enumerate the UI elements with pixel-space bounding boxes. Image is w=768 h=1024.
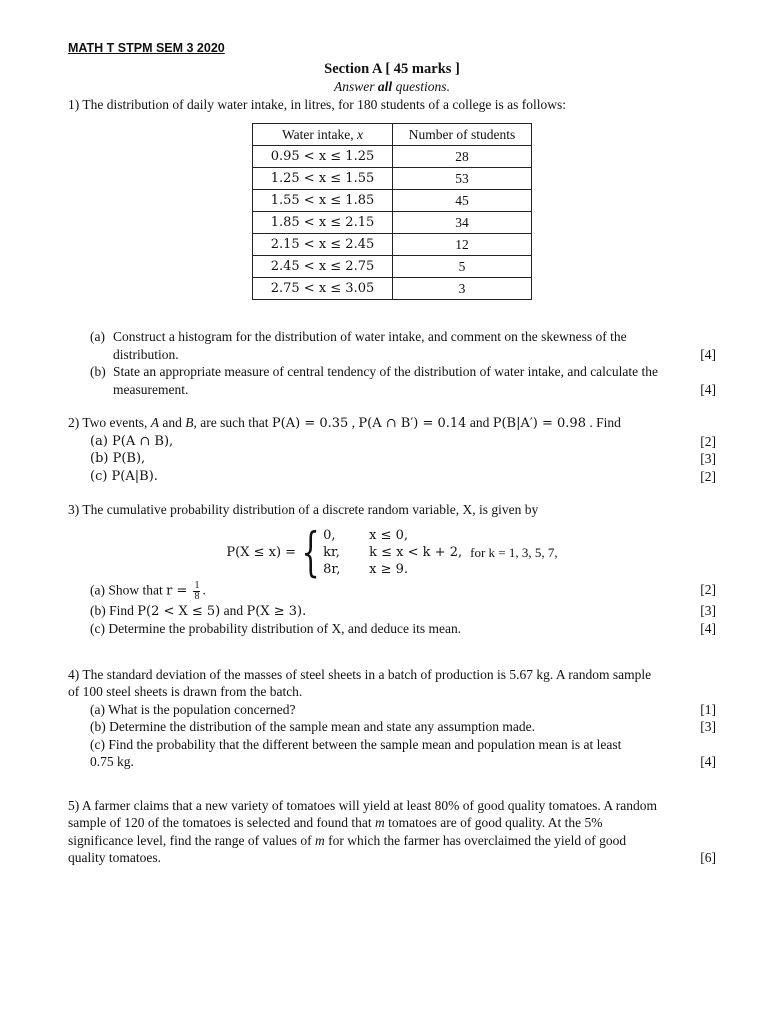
q2-part-b: (b) P(B), [3] xyxy=(90,451,716,466)
water-intake-range-cell: 2.75 < x ≤ 3.05 xyxy=(253,278,393,300)
q1a-marks: [4] xyxy=(700,346,716,362)
exam-page xyxy=(68,40,716,867)
student-count-cell: 53 xyxy=(393,168,532,190)
table-row xyxy=(253,190,532,212)
q3-part-a: (a) Show that r = $\frac{1}{8}$ . [2] xyxy=(90,579,716,602)
cdf-cases xyxy=(323,527,557,578)
table-row xyxy=(253,212,532,234)
student-count-cell: 45 xyxy=(393,190,532,212)
q3-part-c: (c) Determine the probability distribution of X, and deduce its mean. [4] xyxy=(90,621,716,636)
q4-part-b: (b) Determine the distribution of the sample mean and state any assumption made. [3] xyxy=(90,719,716,734)
left-brace: { xyxy=(301,522,320,583)
q3-part-b: (b) Find P(2 < X ≤ 5) and P(X ≥ 3). [3] xyxy=(90,602,716,619)
case-cond: k ≤ x < k + 2, xyxy=(369,545,463,560)
table-row xyxy=(253,168,532,190)
q4-part-a: (a) What is the population concerned? [1] xyxy=(90,701,716,717)
table-row xyxy=(253,146,532,168)
section-instruction: Answer all questions. xyxy=(334,79,450,94)
q4-part-c: (c) Find the probability that the different between the sample mean and population mean is at least 0.75 kg. [4] xyxy=(90,736,716,769)
q5-text: 5) A farmer claims that a new variety of tomatoes will yield at least 80% of good quality tomatoes. A random sample of 120 of the tomatoes is selected and found that m tomatoes are of good quality. At the 5% significance level, find the range of values of m for which the farmer has overclaimed the yield of good quality tomatoes. [6] xyxy=(68,797,716,865)
case-extra: for k = 1, 3, 5, 7, xyxy=(470,545,558,560)
water-intake-table xyxy=(252,123,532,300)
q2-part-c: (c) P(A|B). [2] xyxy=(90,468,716,484)
section-title: Section A [ 45 marks ] xyxy=(324,60,460,77)
cdf-lhs: P(X ≤ x) = xyxy=(226,544,297,560)
water-intake-range-cell: 1.85 < x ≤ 2.15 xyxy=(253,212,393,234)
table-header-number-of-students: Number of students xyxy=(393,124,532,146)
paper-title: MATH T STPM SEM 3 2020 xyxy=(68,41,225,55)
q4-intro-line1: 4) The standard deviation of the masses of steel sheets in a batch of production is 5.67 kg. A random sample xyxy=(68,666,652,682)
q2-intro: 2) Two events, A and B, are such that P(A) = 0.35 , P(A ∩ B′) = 0.14 and P(B|A′) = 0.98 . Find xyxy=(68,415,621,431)
student-count-cell: 5 xyxy=(393,256,532,278)
table-row xyxy=(253,234,532,256)
water-intake-range-cell: 2.15 < x ≤ 2.45 xyxy=(253,234,393,256)
q1b-marks: [4] xyxy=(700,381,716,397)
q3-intro: 3) The cumulative probability distribution of a discrete random variable, X, is given by xyxy=(68,502,539,517)
water-intake-range-cell: 2.45 < x ≤ 2.75 xyxy=(253,256,393,278)
q1-part-a: (a) Construct a histogram for the distribution of water intake, and comment on the skewness of the distribution. [4] xyxy=(90,329,716,362)
q1-part-b: (b) State an appropriate measure of central tendency of the distribution of water intake, and calculate the measurement. [4] xyxy=(90,364,716,397)
student-count-cell: 28 xyxy=(393,146,532,168)
water-intake-range-cell: 1.25 < x ≤ 1.55 xyxy=(253,168,393,190)
table-row xyxy=(253,278,532,300)
student-count-cell: 34 xyxy=(393,212,532,234)
q5-marks: [6] xyxy=(700,850,716,865)
water-intake-range-cell: 0.95 < x ≤ 1.25 xyxy=(253,146,393,168)
case-extra xyxy=(470,561,558,578)
case-cond: x ≥ 9. xyxy=(369,562,409,577)
water-intake-range-cell: 1.55 < x ≤ 1.85 xyxy=(253,190,393,212)
case-val: kr, xyxy=(323,545,340,560)
case-cond: x ≤ 0, xyxy=(369,528,409,543)
case-val: 8r, xyxy=(323,562,341,577)
case-extra xyxy=(470,527,558,544)
q2-part-a: (a) P(A ∩ B), [2] xyxy=(90,433,716,449)
fraction-one-eighth: $\frac{1}{8}$ xyxy=(194,579,200,602)
q1-intro: 1) The distribution of daily water intake, in litres, for 180 students of a college is as follows: xyxy=(68,96,567,112)
table-row xyxy=(253,256,532,278)
cdf-piecewise xyxy=(68,522,716,583)
table-header-water-intake: Water intake, x xyxy=(253,124,393,146)
student-count-cell: 3 xyxy=(393,278,532,300)
q4-intro-line2: of 100 steel sheets is drawn from the batch. xyxy=(68,684,303,699)
case-val: 0, xyxy=(323,528,336,543)
table-header-row xyxy=(253,124,532,146)
student-count-cell: 12 xyxy=(393,234,532,256)
